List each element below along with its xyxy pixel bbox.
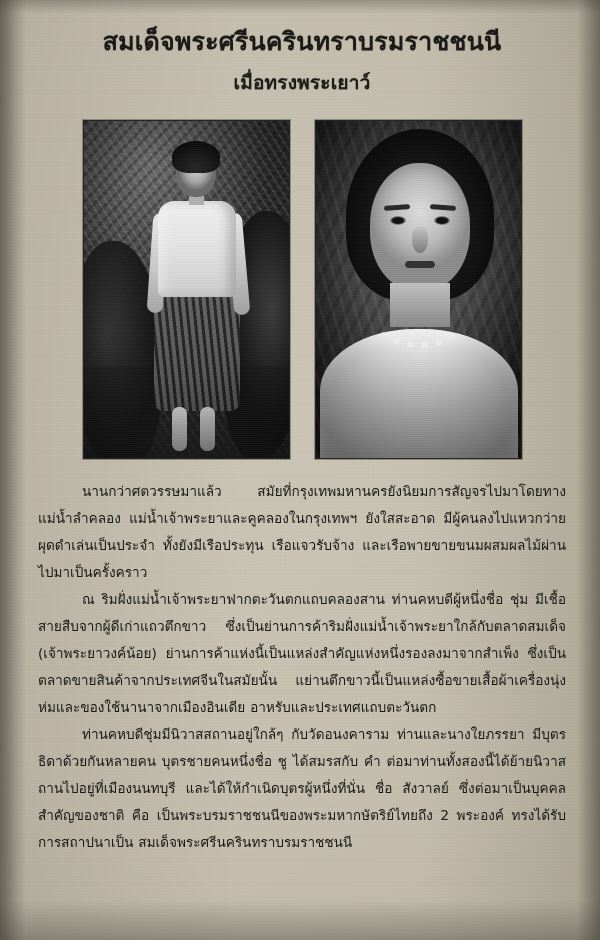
paragraph-3: ท่านคหบดีชุ่มมีนิวาสสถานอยู่ใกล้ๆ กับวัดอนงคาราม ท่านและนางใยภรรยา มีบุตรธิดาด้วยกันหลายคน บุตรชายคนหนึ่งชื่อ ชู ได้สมรสกับ คำ ต่อมาท่านทั้งสองนี้ได้ย้ายนิวาสถานไปอยู่ที่เมืองนนทบุรี และได้ให้กำเนิดบุตรผู้หนึ่งที่นั่น ชื่อ สังวาลย์ ซึ่งต่อมาเป็นบุคคลสำคัญของชาติ คือ เป็นพระบรมราชชนนีของพระมหากษัตริย์ไทยถึง 2 พระองค์ ทรงได้รับการสถาปนาเป็น สมเด็จพระศรีนครินทราบรมราชชนนี (38, 727, 566, 852)
page-title: สมเด็จพระศรีนครินทราบรมราชชนนี (102, 27, 502, 56)
body-text (38, 479, 566, 857)
page-subtitle: เมื่อทรงพระเยาว์ (233, 72, 371, 95)
paragraph-2: ณ ริมฝั่งแม่น้ำเจ้าพระยาฟากตะวันตกแถบคลองสาน ท่านคหบดีผู้หนึ่งชื่อ ชุ่ม มีเชื้อสายสืบจากผู้ดีเก่าแถวตึกขาว ซึ่งเป็นย่านการค้าริมฝั่งแม่น้ำเจ้าพระยาใกล้กับตลาดสมเด็จ (เจ้าพระยาวงค์น้อย) ย่านการค้าแห่งนี้เป็นแหล่งสำคัญแห่งหนึ่งรองลงมาจากสำเพ็ง ซึ่งเป็นตลาดขายสินค้าจากประเทศจีนในสมัยนั้น แย่านตึกขาวนี้เป็นแหล่งซื้อขายเสื้อผ้าเครื่องนุ่งห่มและของใช้นานาจากเมืองอินเดีย อาหรับและประเทศแถบตะวันตก (38, 592, 566, 717)
paragraph-1: นานกว่าศตวรรษมาแล้ว สมัยที่กรุงเทพมหานครยังนิยมการสัญจรไปมาโดยทางแม่น้ำลำคลอง แม่น้ำเจ้าพระยาและคูคลองในกรุงเทพฯ ยังใสสะอาด มีผู้คนลงไปแหวกว่ายผุดดำเล่นเป็นประจำ ทั้งยังมีเรือประทุน เรือแจวรับจ้าง และเรือพายขายขนมผสมผลไม้ผ่านไปมาเป็นครั้งคราว (38, 484, 566, 582)
photo-right-grain (316, 121, 521, 458)
photo-left-grain (84, 121, 289, 458)
photo-standing-young-girl-garden (83, 120, 290, 459)
photo-row (38, 120, 566, 459)
photo-portrait-young-girl (315, 120, 522, 459)
title-block (38, 26, 566, 98)
